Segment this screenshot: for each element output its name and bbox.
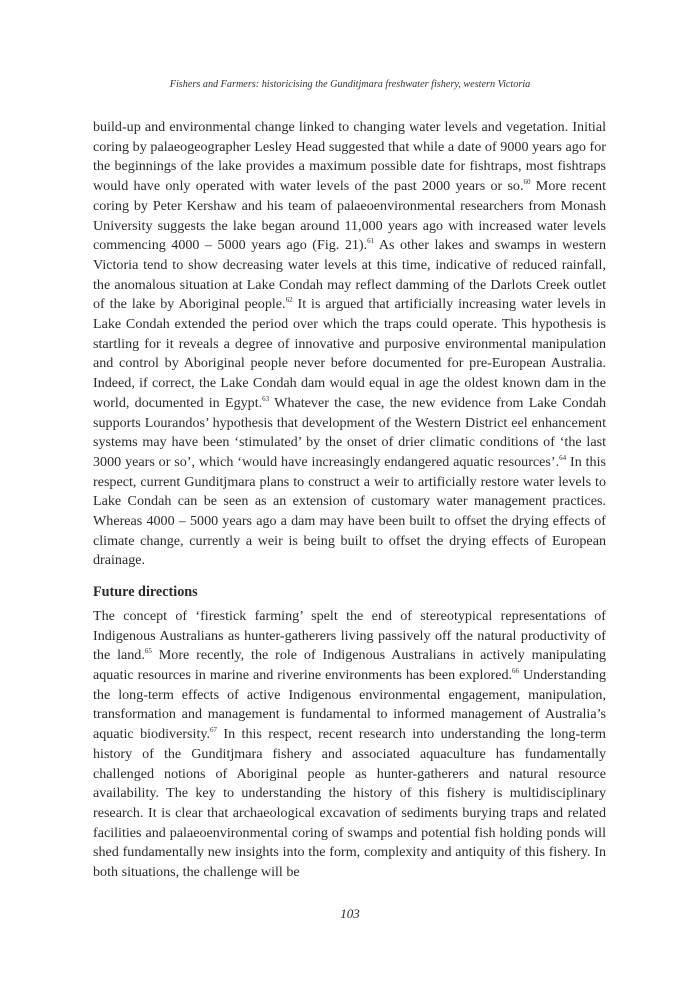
text-run: Whatever the case, the new evidence from Lake Condah supports Lourandos’ hypothesis that development of the Western District eel enhancement systems may have been ‘stimulated’ by the onset of drier climatic conditions of ‘the last 3000 years or so’, which ‘would have increasingly endangered aquatic resources’. [93,394,606,470]
page-number: 103 [340,906,360,921]
text-run: More recent coring by Peter Kershaw and his team of palaeoenvironmental researchers from Monash University suggests the lake began around 11,000 years ago with increased water levels commencing 4000 – 5000 years ago (Fig. 21). [93,178,607,254]
paragraph-2 [93,607,606,883]
text-run: More recently, the role of Indigenous Australians in actively manipulating aquatic resources in marine and riverine environments has been explored. [93,647,606,683]
text-run: The concept of ‘firestick farming’ spelt the end of stereotypical representations of Indigenous Australians as hunter-gatherers living passively off the natural productivity of the land. [93,607,606,664]
text-run: build-up and environmental change linked to changing water levels and vegetation. Initial coring by palaeogeographer Lesley Head suggested that while a date of 9000 years ago for the beginnings of the lake provides a maximum possible date for fishtraps, most fishtraps would have only operated with water levels of the past 2000 years or so. [93,119,606,195]
section-heading: Future directions [93,584,198,601]
text-run: It is argued that artificially increasing water levels in Lake Condah extended the period over which the traps could operate. This hypothesis is startling for it reveals a degree of innovative and purposive environmental manipulation and control by Aboriginal people never before documented for pre-European Australia. Indeed, if correct, the Lake Condah dam would equal in age the oldest known dam in the world, documented in Egypt. [93,296,606,411]
footnote-ref-66: 66 [512,666,520,675]
text-run: Understanding the long-term effects of active Indigenous environmental engagement, manipulation, transformation and management is fundamental to informed management of Australia’s aquatic biodiversity. [93,666,606,743]
footnote-ref-61: 61 [367,237,375,246]
text-run: In this respect, current Gunditjmara plans to construct a weir to artificially restore water levels to Lake Condah can be seen as an extension of customary water management practices. Whereas 4000 – 5000 years ago a dam may have been built to offset the drying effects of climate change, currently a weir is being built to offset the drying effects of European drainage. [93,453,607,569]
footnote-ref-63: 63 [262,394,270,403]
text-run: As other lakes and swamps in western Victoria tend to show decreasing water levels at this time, indicative of reduced rainfall, the anomalous situation at Lake Condah may reflect damming of the Darlots Creek outlet of the lake by Aboriginal people. [93,237,606,313]
paragraph-1 [93,118,606,571]
footnote-ref-62: 62 [285,296,293,305]
running-header: Fishers and Farmers: historicising the Gunditjmara freshwater fishery, western Victoria [169,79,531,90]
footnote-ref-60: 60 [523,178,531,187]
text-run: In this respect, recent research into understanding the long-term history of the Gunditjmara fishery and associated aquaculture has fundamentally challenged notions of Aboriginal people as hunter-gatherers and natural resource availability. The key to understanding the history of this fishery is multidisciplinary research. It is clear that archaeological excavation of sediments burying traps and related facilities and palaeoenvironmental coring of swamps and potential fish holding ponds will shed fundamentally new insights into the form, complexity and antiquity of this fishery. In both situations, the challenge will be [93,726,606,881]
footnote-ref-64: 64 [559,453,567,462]
body-text [93,118,606,883]
footnote-ref-65: 65 [144,647,152,656]
footnote-ref-67: 67 [210,726,218,735]
